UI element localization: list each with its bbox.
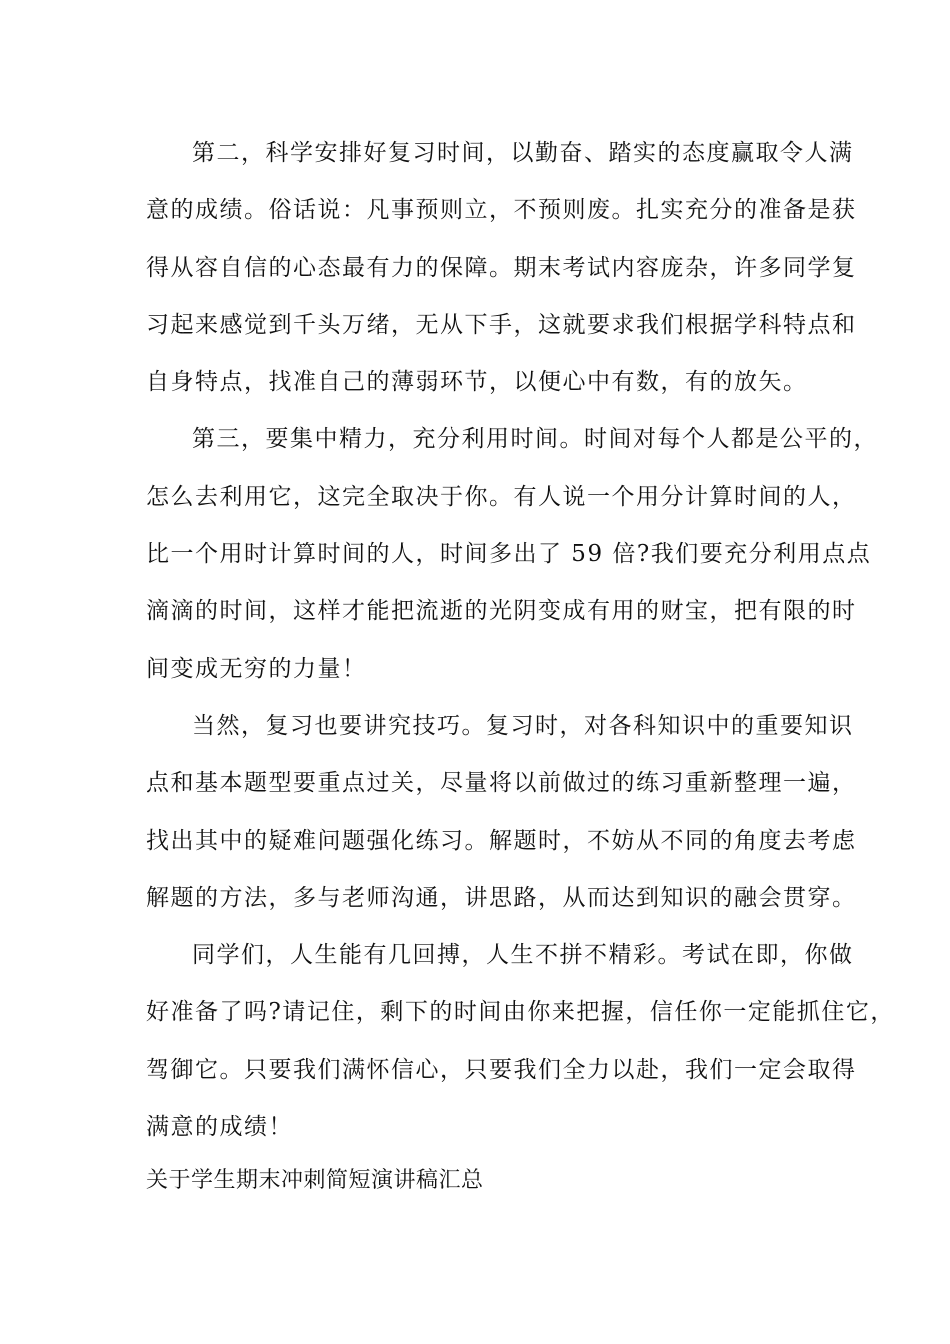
- paragraph-line: 同学们，人生能有几回搏，人生不拼不精彩。考试在即，你做: [192, 942, 854, 969]
- paragraph-line: 滴滴的时间，这样才能把流逝的光阴变成有用的财宝，把有限的时: [146, 598, 857, 625]
- paragraph-line: 比一个用时计算时间的人，时间多出了 59 倍?我们要充分利用点点: [146, 541, 872, 568]
- section-heading: 关于学生期末冲刺简短演讲稿汇总: [146, 1168, 484, 1193]
- paragraph-line: 当然，复习也要讲究技巧。复习时，对各科知识中的重要知识: [192, 712, 854, 739]
- paragraph-line: 满意的成绩！: [146, 1114, 293, 1141]
- paragraph-third-point: [146, 416, 878, 702]
- paragraph-line: 驾御它。只要我们满怀信心，只要我们全力以赴，我们一定会取得: [146, 1056, 857, 1083]
- paragraph-line: 第二，科学安排好复习时间，以勤奋、踏实的态度赢取令人满: [192, 140, 854, 166]
- paragraph-line: 怎么去利用它，这完全取决于你。有人说一个用分计算时间的人，: [146, 483, 857, 510]
- paragraph-closing: [146, 932, 895, 1161]
- paragraph-line: 好准备了吗?请记住，剩下的时间由你来把握，信任你一定能抓住它，: [146, 999, 895, 1026]
- paragraph-line: 习起来感觉到千头万绪，无从下手，这就要求我们根据学科特点和: [146, 311, 857, 338]
- paragraph-line: 解题的方法，多与老师沟通，讲思路，从而达到知识的融会贯穿。: [146, 884, 857, 911]
- paragraph-line: 意的成绩。俗话说：凡事预则立，不预则废。扎实充分的准备是获: [146, 197, 857, 224]
- paragraph-line: 得从容自信的心态最有力的保障。期末考试内容庞杂，许多同学复: [146, 254, 857, 281]
- paragraph-second-point: [146, 130, 857, 416]
- paragraph-line: 第三，要集中精力，充分利用时间。时间对每个人都是公平的，: [192, 426, 878, 453]
- paragraph-line: 找出其中的疑难问题强化练习。解题时，不妨从不同的角度去考虑: [146, 827, 857, 854]
- paragraph-line: 间变成无穷的力量！: [146, 655, 367, 682]
- paragraph-line: 点和基本题型要重点过关，尽量将以前做过的练习重新整理一遍，: [146, 770, 857, 797]
- document-body: [146, 130, 895, 1161]
- paragraph-review-tips: [146, 703, 857, 932]
- paragraph-line: 自身特点，找准自己的薄弱环节，以便心中有数，有的放矢。: [146, 369, 808, 396]
